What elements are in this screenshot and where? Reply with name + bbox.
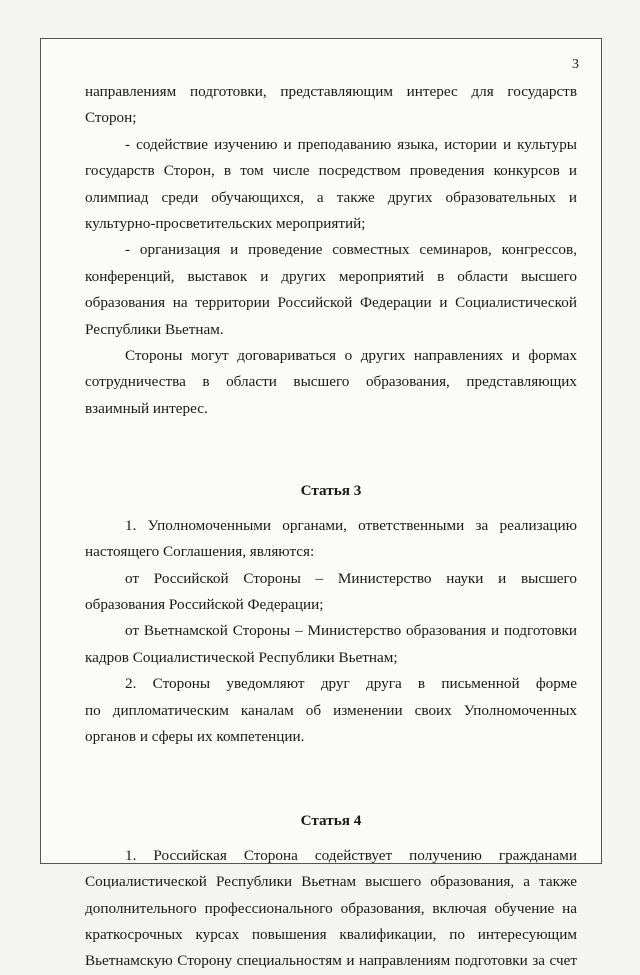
list-item-line: культурно-просветительских мероприятий;: [85, 215, 366, 233]
paragraph-line: дополнительного профессионального образования, включая обучение на: [85, 899, 577, 917]
paragraph-line: по дипломатическим каналам об изменении своих Уполномоченных: [85, 701, 577, 719]
paragraph-line: кадров Социалистической Республики Вьетнам;: [85, 648, 398, 666]
paragraph-line: образования Российской Федерации;: [85, 595, 324, 613]
list-item-line: олимпиад среди обучающихся, а также других образовательных и: [85, 188, 577, 206]
paragraph-line: взаимный интерес.: [85, 399, 208, 417]
paragraph-line: Социалистической Республики Вьетнам высшего образования, а также: [85, 873, 577, 891]
text-line: Сторон;: [85, 109, 137, 127]
paragraph-line: от Вьетнамской Стороны – Министерство образования и подготовки: [125, 622, 577, 640]
paragraph-line: 1. Российская Сторона содействует получению гражданами: [125, 846, 577, 864]
paragraph-line: Вьетнамскую Сторону специальностям и направлениям подготовки за счет: [85, 952, 577, 970]
paragraph-line: краткосрочных курсах повышения квалификации, по интересующим: [85, 925, 577, 943]
paragraph-line: 2. Стороны уведомляют друг друга в письменной форме: [125, 675, 577, 693]
paragraph-line: Стороны могут договариваться о других направлениях и формах: [125, 347, 577, 365]
paragraph-line: настоящего Соглашения, являются:: [85, 543, 315, 561]
paragraph-line: от Российской Стороны – Министерство науки и высшего: [125, 569, 577, 587]
list-item-line: образования на территории Российской Федерации и Социалистической: [85, 294, 577, 312]
list-item-line: - организация и проведение совместных семинаров, конгрессов,: [125, 241, 577, 259]
paragraph-line: сотрудничества в области высшего образования, представляющих: [85, 373, 577, 391]
paragraph-line: органов и сферы их компетенции.: [85, 727, 305, 745]
article-3-heading: Статья 3: [300, 482, 362, 500]
list-item-line: государств Сторон, в том числе посредством проведения конкурсов и: [85, 162, 577, 180]
list-item-line: - содействие изучению и преподаванию языка, истории и культуры: [125, 135, 577, 153]
text-line: направлениям подготовки, представляющим интерес для государств: [85, 83, 577, 100]
document-body: [85, 79, 577, 975]
article-4-heading: Статья 4: [300, 812, 362, 830]
paragraph-line: 1. Уполномоченными органами, ответственными за реализацию: [125, 516, 577, 534]
page-number: 3: [572, 57, 579, 72]
list-item-line: Республики Вьетнам.: [85, 320, 224, 338]
list-item-line: конференций, выставок и других мероприятий в области высшего: [85, 267, 577, 285]
page-frame: [40, 38, 602, 970]
